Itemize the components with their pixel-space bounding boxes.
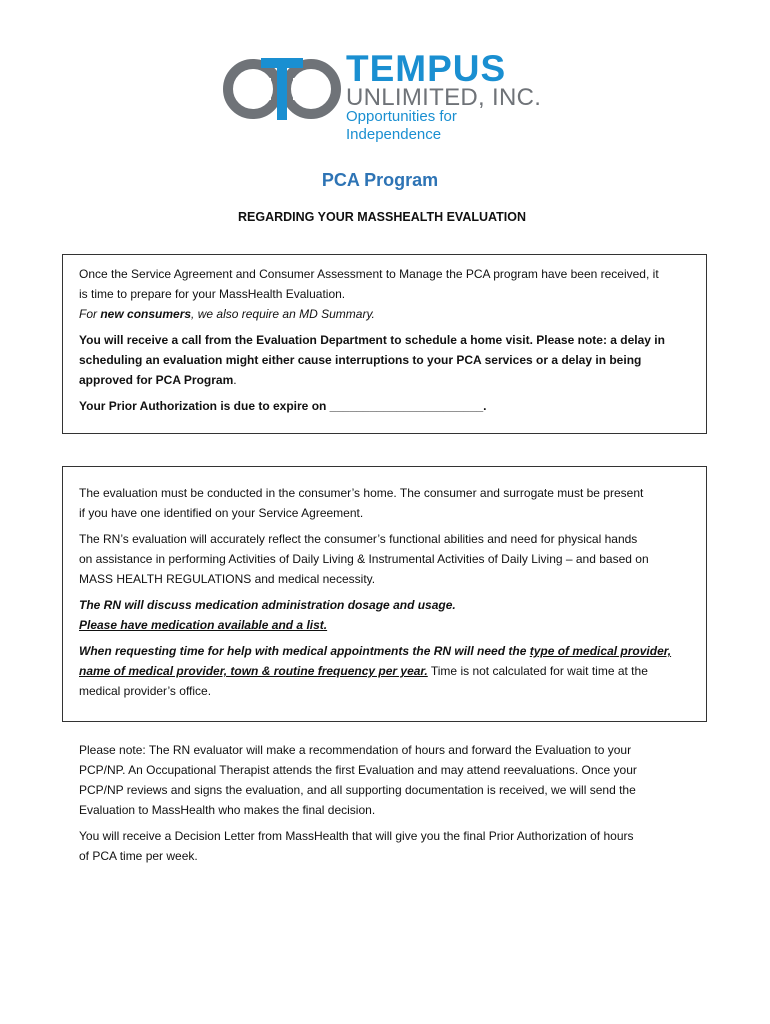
prior-authorization-expiry: Your Prior Authorization is due to expire on _______________________. <box>79 399 487 413</box>
paragraph: You will receive a Decision Letter from MassHealth that will give you the final Prior Authorization of hours of PCA time per week. <box>79 829 634 863</box>
closing-notes <box>79 740 694 866</box>
logo-name: TEMPUS <box>346 48 507 89</box>
logo-tagline: Opportunities for Independence <box>346 108 457 143</box>
paragraph: The RN’s evaluation will accurately reflect the consumer’s functional abilities and need for physical hands on assistance in performing Activities of Daily Living & Instrumental Activities of Daily Living – and based on MASS HEALTH REGULATIONS and medical necessity. <box>79 532 649 586</box>
paragraph: When requesting time for help with medical appointments the RN will need the type of medical provider, name of medical provider, town & routine frequency per year. Time is not calculated for wait time at the medical provider’s office. <box>79 644 672 698</box>
medication-note: The RN will discuss medication administration dosage and usage. Please have medication available and a list. <box>79 598 456 632</box>
tempus-logo-mark-icon <box>221 52 343 122</box>
info-box-1 <box>62 254 707 434</box>
page-subtitle: REGARDING YOUR MASSHEALTH EVALUATION <box>238 210 526 224</box>
paragraph: The evaluation must be conducted in the consumer’s home. The consumer and surrogate must be present if you have one identified on your Service Agreement. <box>79 486 644 520</box>
company-logo <box>221 48 551 143</box>
logo-subtitle: UNLIMITED, INC. <box>346 84 542 111</box>
info-box-2 <box>62 466 707 722</box>
paragraph: Please note: The RN evaluator will make a recommendation of hours and forward the Evaluation to your PCP/NP. An Occupational Therapist attends the first Evaluation and may attend reevaluations. Once your PCP/NP reviews and signs the evaluation, and all supporting documentation is received, we will send the Evaluation to MassHealth who makes the final decision. <box>79 743 637 817</box>
paragraph: Once the Service Agreement and Consumer Assessment to Manage the PCA program have been received, it is time to prepare for your MassHealth Evaluation. For new consumers, we also require an MD Summary. <box>79 267 659 321</box>
page-title: PCA Program <box>321 170 439 190</box>
paragraph: You will receive a call from the Evaluation Department to schedule a home visit. Please note: a delay in scheduling an evaluation might either cause interruptions to your PCA services or a delay in being approved for PCA Program. <box>79 333 665 387</box>
